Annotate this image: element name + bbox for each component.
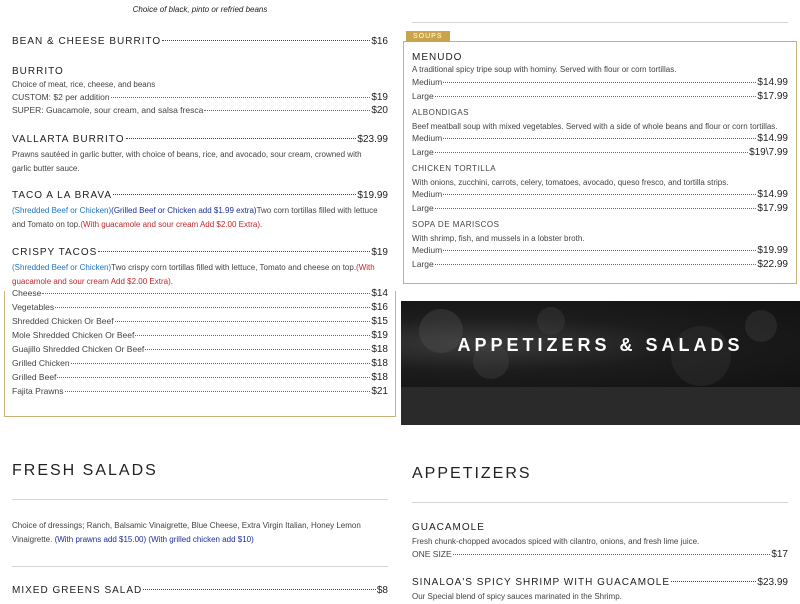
burrito-custom-row <box>12 92 388 103</box>
soup-albondigas-medium <box>412 133 788 144</box>
row-price: $14 <box>371 288 388 299</box>
soup-albondigas-desc: Beef meatball soup with mixed vegetables. Served with a side of whole beans and flour or corn tortillas. <box>412 122 778 131</box>
leader-dots <box>671 581 756 582</box>
prawns-note: (With prawns add $15.00) <box>54 535 147 544</box>
leader-dots <box>115 321 371 322</box>
soup-chicken-tortilla-large <box>412 203 788 214</box>
item-price: $19 <box>371 247 388 258</box>
leader-dots <box>145 349 370 350</box>
menu-item-burrito-title: BURRITO <box>12 66 64 77</box>
row-label: Medium <box>412 77 443 87</box>
leader-dots <box>443 138 756 139</box>
leader-dots <box>126 138 357 139</box>
leader-dots <box>135 335 370 336</box>
dressings-text: Choice of dressings; Ranch, Balsamic Vinaigrette, Blue Cheese, Extra Virgin Italian, Honey Lemon Vinaigrette. <box>12 521 361 544</box>
item-title: TACO A LA BRAVA <box>12 190 113 201</box>
option-note: (Shredded Beef or Chicken) <box>12 263 112 272</box>
spicy-shrimp-desc: Our Special blend of spicy sauces marinated in the Shrimp. <box>412 592 622 601</box>
menu-item-crispy-tacos <box>12 247 388 258</box>
row-price: $19.99 <box>757 245 788 256</box>
item-title: BEAN & CHEESE BURRITO <box>12 36 162 47</box>
menu-item-sinaloa-spicy-shrimp <box>412 577 788 588</box>
filling-row <box>12 288 388 302</box>
leader-dots <box>113 194 356 195</box>
appetizers-heading: APPETIZERS <box>412 465 532 482</box>
leader-dots <box>435 264 757 265</box>
row-price: $19\7.99 <box>749 147 788 158</box>
row-price: $17.99 <box>757 91 788 102</box>
row-price: $21 <box>371 386 388 397</box>
burrito-super-row <box>12 105 388 116</box>
banner-title: APPETIZERS & SALADS <box>457 335 744 355</box>
leader-dots <box>443 250 756 251</box>
item-price: $16 <box>371 36 388 47</box>
item-title: MIXED GREENS SALAD <box>12 585 143 596</box>
row-price: $16 <box>371 302 388 313</box>
row-label: Grilled Beef <box>12 372 57 382</box>
row-price: $14.99 <box>757 189 788 200</box>
row-price: $19 <box>371 330 388 341</box>
filling-row <box>12 302 388 316</box>
row-price: $18 <box>371 372 388 383</box>
soup-chicken-tortilla-medium <box>412 189 788 200</box>
guacamole-size-row <box>412 549 788 560</box>
row-label: Mole Shredded Chicken Or Beef <box>12 330 135 340</box>
fresh-salads-heading: FRESH SALADS <box>12 462 158 479</box>
row-label: Medium <box>412 133 443 143</box>
guacamole-desc: Fresh chunk-chopped avocados spiced with cilantro, onions, and fresh lime juice. <box>412 537 700 546</box>
row-price: $14.99 <box>757 133 788 144</box>
leader-dots <box>55 307 370 308</box>
leader-dots <box>98 251 370 252</box>
row-label: Guajillo Shredded Chicken Or Beef <box>12 344 145 354</box>
soup-chicken-tortilla-desc: With onions, zucchini, carrots, celery, tomatoes, avocado, queso fresco, and tortilla strips. <box>412 178 729 187</box>
appetizers-divider <box>412 502 788 503</box>
soup-menudo-title: MENUDO <box>412 52 463 63</box>
row-price: $17.99 <box>757 203 788 214</box>
leader-dots <box>57 377 370 378</box>
row-label: Shredded Chicken Or Beef <box>12 316 114 326</box>
description-text: Two corn tortillas filled with lettuce and Tomato on top. <box>12 206 378 229</box>
row-price: $17 <box>771 549 788 560</box>
soup-mariscos-large <box>412 259 788 270</box>
description-text: Two crispy corn tortillas filled with lettuce, Tomato and cheese on top. <box>111 263 357 272</box>
leader-dots <box>42 293 370 294</box>
crispy-tacos-desc <box>12 261 380 289</box>
row-label: Grilled Chicken <box>12 358 70 368</box>
row-price: $18 <box>371 358 388 369</box>
filling-row <box>12 386 388 400</box>
row-label: Large <box>412 147 434 157</box>
leader-dots <box>71 363 371 364</box>
leader-dots <box>111 97 371 98</box>
leader-dots <box>435 208 757 209</box>
menu-item-bean-cheese-burrito <box>12 36 388 47</box>
option-note: (Shredded Beef or Chicken) <box>12 206 112 215</box>
soup-mariscos-desc: With shrimp, fish, and mussels in a lobster broth. <box>412 234 585 243</box>
row-label: SUPER: Guacamole, sour cream, and salsa fresca <box>12 105 204 115</box>
row-price: $19 <box>371 92 388 103</box>
row-price: $15 <box>371 316 388 327</box>
row-label: Medium <box>412 245 443 255</box>
filling-row <box>12 316 388 330</box>
leader-dots <box>435 152 748 153</box>
soups-badge: SOUPS <box>406 31 450 42</box>
beans-note: Choice of black, pinto or refried beans <box>132 5 268 14</box>
option-note: (Grilled Beef or Chicken add $1.99 extra) <box>111 206 257 215</box>
filling-row <box>12 372 388 386</box>
leader-dots <box>443 194 756 195</box>
row-price: $14.99 <box>757 77 788 88</box>
row-price: $20 <box>371 105 388 116</box>
menu-item-taco-a-la-brava <box>12 190 388 201</box>
row-price: $22.99 <box>757 259 788 270</box>
menu-item-mixed-greens-salad <box>12 585 388 596</box>
filling-row <box>12 330 388 344</box>
filling-row <box>12 358 388 372</box>
fillings-list <box>12 288 388 410</box>
leader-dots <box>143 589 376 590</box>
chicken-note: (With grilled chicken add $10) <box>148 535 254 544</box>
soup-menudo-large <box>412 91 788 102</box>
item-price: $23.99 <box>357 134 388 145</box>
row-label: CUSTOM: $2 per addition <box>12 92 110 102</box>
item-title: CRISPY TACOS <box>12 247 98 258</box>
menu-item-vallarta-burrito <box>12 134 388 145</box>
item-price: $23.99 <box>757 577 788 588</box>
soup-albondigas-title: ALBONDIGAS <box>412 108 470 117</box>
salads-divider-2 <box>12 566 388 567</box>
soup-menudo-desc: A traditional spicy tripe soup with hominy. Served with flour or corn tortillas. <box>412 65 677 74</box>
soup-mariscos-title: SOPA DE MARISCOS <box>412 220 500 229</box>
item-title: VALLARTA BURRITO <box>12 134 125 145</box>
item-price: $8 <box>376 585 388 596</box>
item-price: $19.99 <box>357 190 388 201</box>
leader-dots <box>162 40 370 41</box>
leader-dots <box>435 96 757 97</box>
filling-row <box>12 344 388 358</box>
row-label: ONE SIZE <box>412 549 452 559</box>
leader-dots <box>65 391 371 392</box>
row-label: Vegetables <box>12 302 55 312</box>
leader-dots <box>204 110 370 111</box>
soup-mariscos-medium <box>412 245 788 256</box>
taco-brava-desc <box>12 204 390 232</box>
menu-item-guacamole-title: GUACAMOLE <box>412 522 485 533</box>
banner-lower-band <box>401 387 800 425</box>
extra-note: (With guacamole and sour cream Add $2.00 Extra). <box>80 220 263 229</box>
leader-dots <box>443 82 756 83</box>
burrito-desc: Choice of meat, rice, cheese, and beans <box>12 80 156 89</box>
soup-chicken-tortilla-title: CHICKEN TORTILLA <box>412 164 497 173</box>
fresh-salads-divider <box>12 499 388 500</box>
row-label: Large <box>412 259 434 269</box>
row-label: Cheese <box>12 288 42 298</box>
appetizers-banner <box>401 301 800 387</box>
top-right-divider <box>412 22 788 23</box>
leader-dots <box>453 554 771 555</box>
row-label: Large <box>412 203 434 213</box>
row-label: Large <box>412 91 434 101</box>
dressings-desc <box>12 519 362 547</box>
item-title: SINALOA'S SPICY SHRIMP WITH GUACAMOLE <box>412 577 671 588</box>
row-price: $18 <box>371 344 388 355</box>
soup-menudo-medium <box>412 77 788 88</box>
vallarta-desc: Prawns sautéed in garlic butter, with choice of beans, rice, and avocado, sour cream, crowned with garlic butter sauce. <box>12 150 362 173</box>
row-label: Medium <box>412 189 443 199</box>
extra-note: (With guacamole and sour cream Add $2.00 Extra). <box>12 263 375 286</box>
soup-albondigas-large <box>412 147 788 158</box>
row-label: Fajita Prawns <box>12 386 64 396</box>
